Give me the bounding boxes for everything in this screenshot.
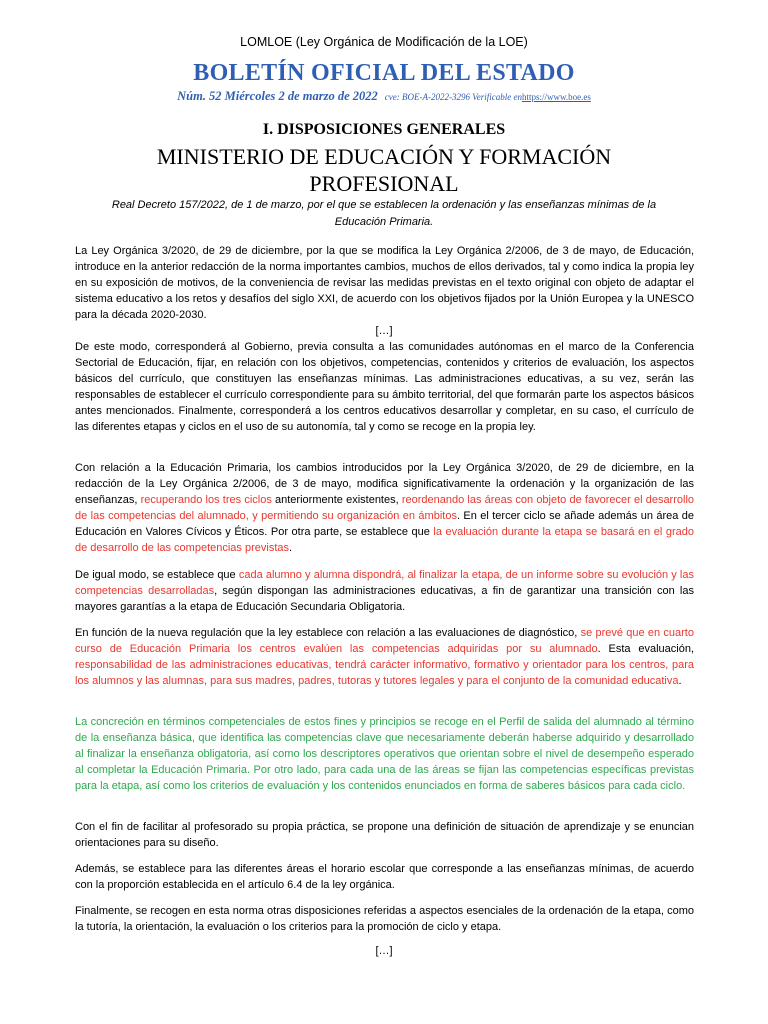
p5-highlight: responsabilidad de las administraciones educativas, tendrá carácter informativo, formativo y orientador para los centros, para los alumnos y las alumnas, para sus madres, padres, tutoras y tutores legales y para el conjunto de la comunidad educativa (75, 659, 694, 687)
paragraph-5 (75, 625, 694, 689)
p3-text: anteriormente existentes, (271, 494, 402, 506)
p4-text: De igual modo, se establece que (75, 569, 239, 581)
p5-text: . Esta evaluación, (597, 643, 694, 655)
p5-highlight: se prevé que en cuarto curso de Educación Primaria los centros evalúen las competencias adquiridas por su alumnado (75, 627, 694, 655)
decree-line-2: Educación Primaria. (334, 216, 434, 228)
decree-title (90, 197, 678, 231)
ministry-line-2: PROFESIONAL (309, 171, 459, 196)
p5-text: En función de la nueva regulación que la ley establece con relación a las evaluaciones de diagnóstico, (75, 627, 581, 639)
paragraph-6: La concreción en términos competenciales de estos fines y principios se recoge en el Perfil de salida del alumnado al término de la enseñanza básica, que identifica las competencias clave que necesariamente deberán haberse adquirido y desarrollado al finalizar la enseñanza obligatoria, así como los descriptores operativos que orientan sobre el nivel de desempeño esperado al completar la Educación Primaria. Por otro lado, para cada una de las áreas se fijan las competencias específicas previstas para la etapa, así como los criterios de evaluación y los contenidos enunciados en forma de saberes básicos para cada ciclo. (75, 716, 694, 792)
ellipsis-2: […] (375, 945, 393, 957)
decree-line-1: Real Decreto 157/2022, de 1 de marzo, por el que se establecen la ordenación y las enseñanzas mínimas de la (111, 199, 657, 211)
p4-highlight: cada alumno y alumna dispondrá, al finalizar la etapa, de un informe sobre su evolución y las competencias desarrolladas (75, 569, 694, 597)
boe-title: BOLETÍN OFICIAL DEL ESTADO (193, 60, 575, 86)
paragraph-7: Con el fin de facilitar al profesorado su propia práctica, se propone una definición de situación de aprendizaje y se enuncian orientaciones para su diseño. (75, 821, 694, 849)
boe-issue-line (0, 89, 768, 104)
ministry-title (0, 143, 768, 197)
paragraph-4 (75, 567, 694, 615)
paragraph-9: Finalmente, se recogen en esta norma otras disposiciones referidas a aspectos esenciales de la ordenación de la etapa, como la tutoría, la orientación, la evaluación o los criterios para la promoción de ciclo y etapa. (75, 905, 694, 933)
paragraph-3 (75, 460, 694, 556)
p3-highlight: la evaluación durante la etapa se basará en el grado de desarrollo de las competencias previstas (75, 526, 694, 554)
cve-text: cve: BOE-A-2022-3296 Verificable en (384, 92, 522, 102)
lomloe-header: LOMLOE (Ley Orgánica de Modificación de la LOE) (240, 35, 528, 49)
p5-text: . (678, 675, 682, 687)
p3-highlight: reordenando las áreas con objeto de favorecer el desarrollo de las competencias del alumnado, y permitiendo su organización en ámbitos (75, 494, 695, 522)
ellipsis-1: […] (375, 325, 393, 337)
paragraph-2: De este modo, corresponderá al Gobierno, previa consulta a las comunidades autónomas en el marco de la Conferencia Sectorial de Educación, fijar, en relación con los objetivos, competencias, contenidos y criterios de evaluación, los aspectos básicos del currículo, que constituyen las enseñanzas mínimas. Las administraciones educativas, a su vez, serán las responsables de establecer el currículo correspondiente para su ámbito territorial, del que formarán parte los aspectos básicos antes mencionados. Finalmente, corresponderá a los centros educativos desarrollar y completar, en su caso, el currículo de las diferentes etapas y ciclos en el uso de su autonomía, tal y como se recoge en la propia ley. (75, 341, 694, 433)
p3-text: Con relación a la Educación Primaria, los cambios introducidos por la Ley Orgánica 3/2020, de 29 de diciembre, en la redacción de la Ley Orgánica 2/2006, de 3 de mayo, modifica significativamente la ordenación y la organización de las enseñanzas, (75, 462, 694, 506)
p3-text: . En el tercer ciclo se añade además un área de Educación en Valores Cívicos y Éticos. Por otra parte, se establece que (75, 510, 694, 538)
p4-text: , según dispongan las administraciones educativas, a fin de garantizar una transición con las mayores garantías a la etapa de Educación Secundaria Obligatoria. (75, 585, 694, 613)
paragraph-1: La Ley Orgánica 3/2020, de 29 de diciembre, por la que se modifica la Ley Orgánica 2/2006, de 3 de mayo, de Educación, introduce en la anterior redacción de la norma importantes cambios, muchos de ellos derivados, tal y como indica la propia ley en su exposición de motivos, de la conveniencia de revisar las medidas previstas en el texto original con objeto de adaptar el sistema educativo a los retos y desafíos del siglo XXI, de acuerdo con los objetivos fijados por la Unión Europea y la UNESCO para la década 2020-2030. (75, 245, 694, 321)
p3-highlight: recuperando los tres ciclos (140, 494, 272, 506)
boe-link[interactable]: https://www.boe.es (521, 92, 591, 102)
paragraph-8: Además, se establece para las diferentes áreas el horario escolar que corresponde a las enseñanzas mínimas, de acuerdo con la proporción establecida en el artículo 6.4 de la ley orgánica. (75, 863, 694, 891)
section-title: I. DISPOSICIONES GENERALES (262, 121, 506, 138)
ministry-line-1: MINISTERIO DE EDUCACIÓN Y FORMACIÓN (156, 144, 612, 169)
issue-number: Núm. 52 Miércoles 2 de marzo de 2022 (177, 89, 378, 103)
p3-text: . (289, 542, 293, 554)
